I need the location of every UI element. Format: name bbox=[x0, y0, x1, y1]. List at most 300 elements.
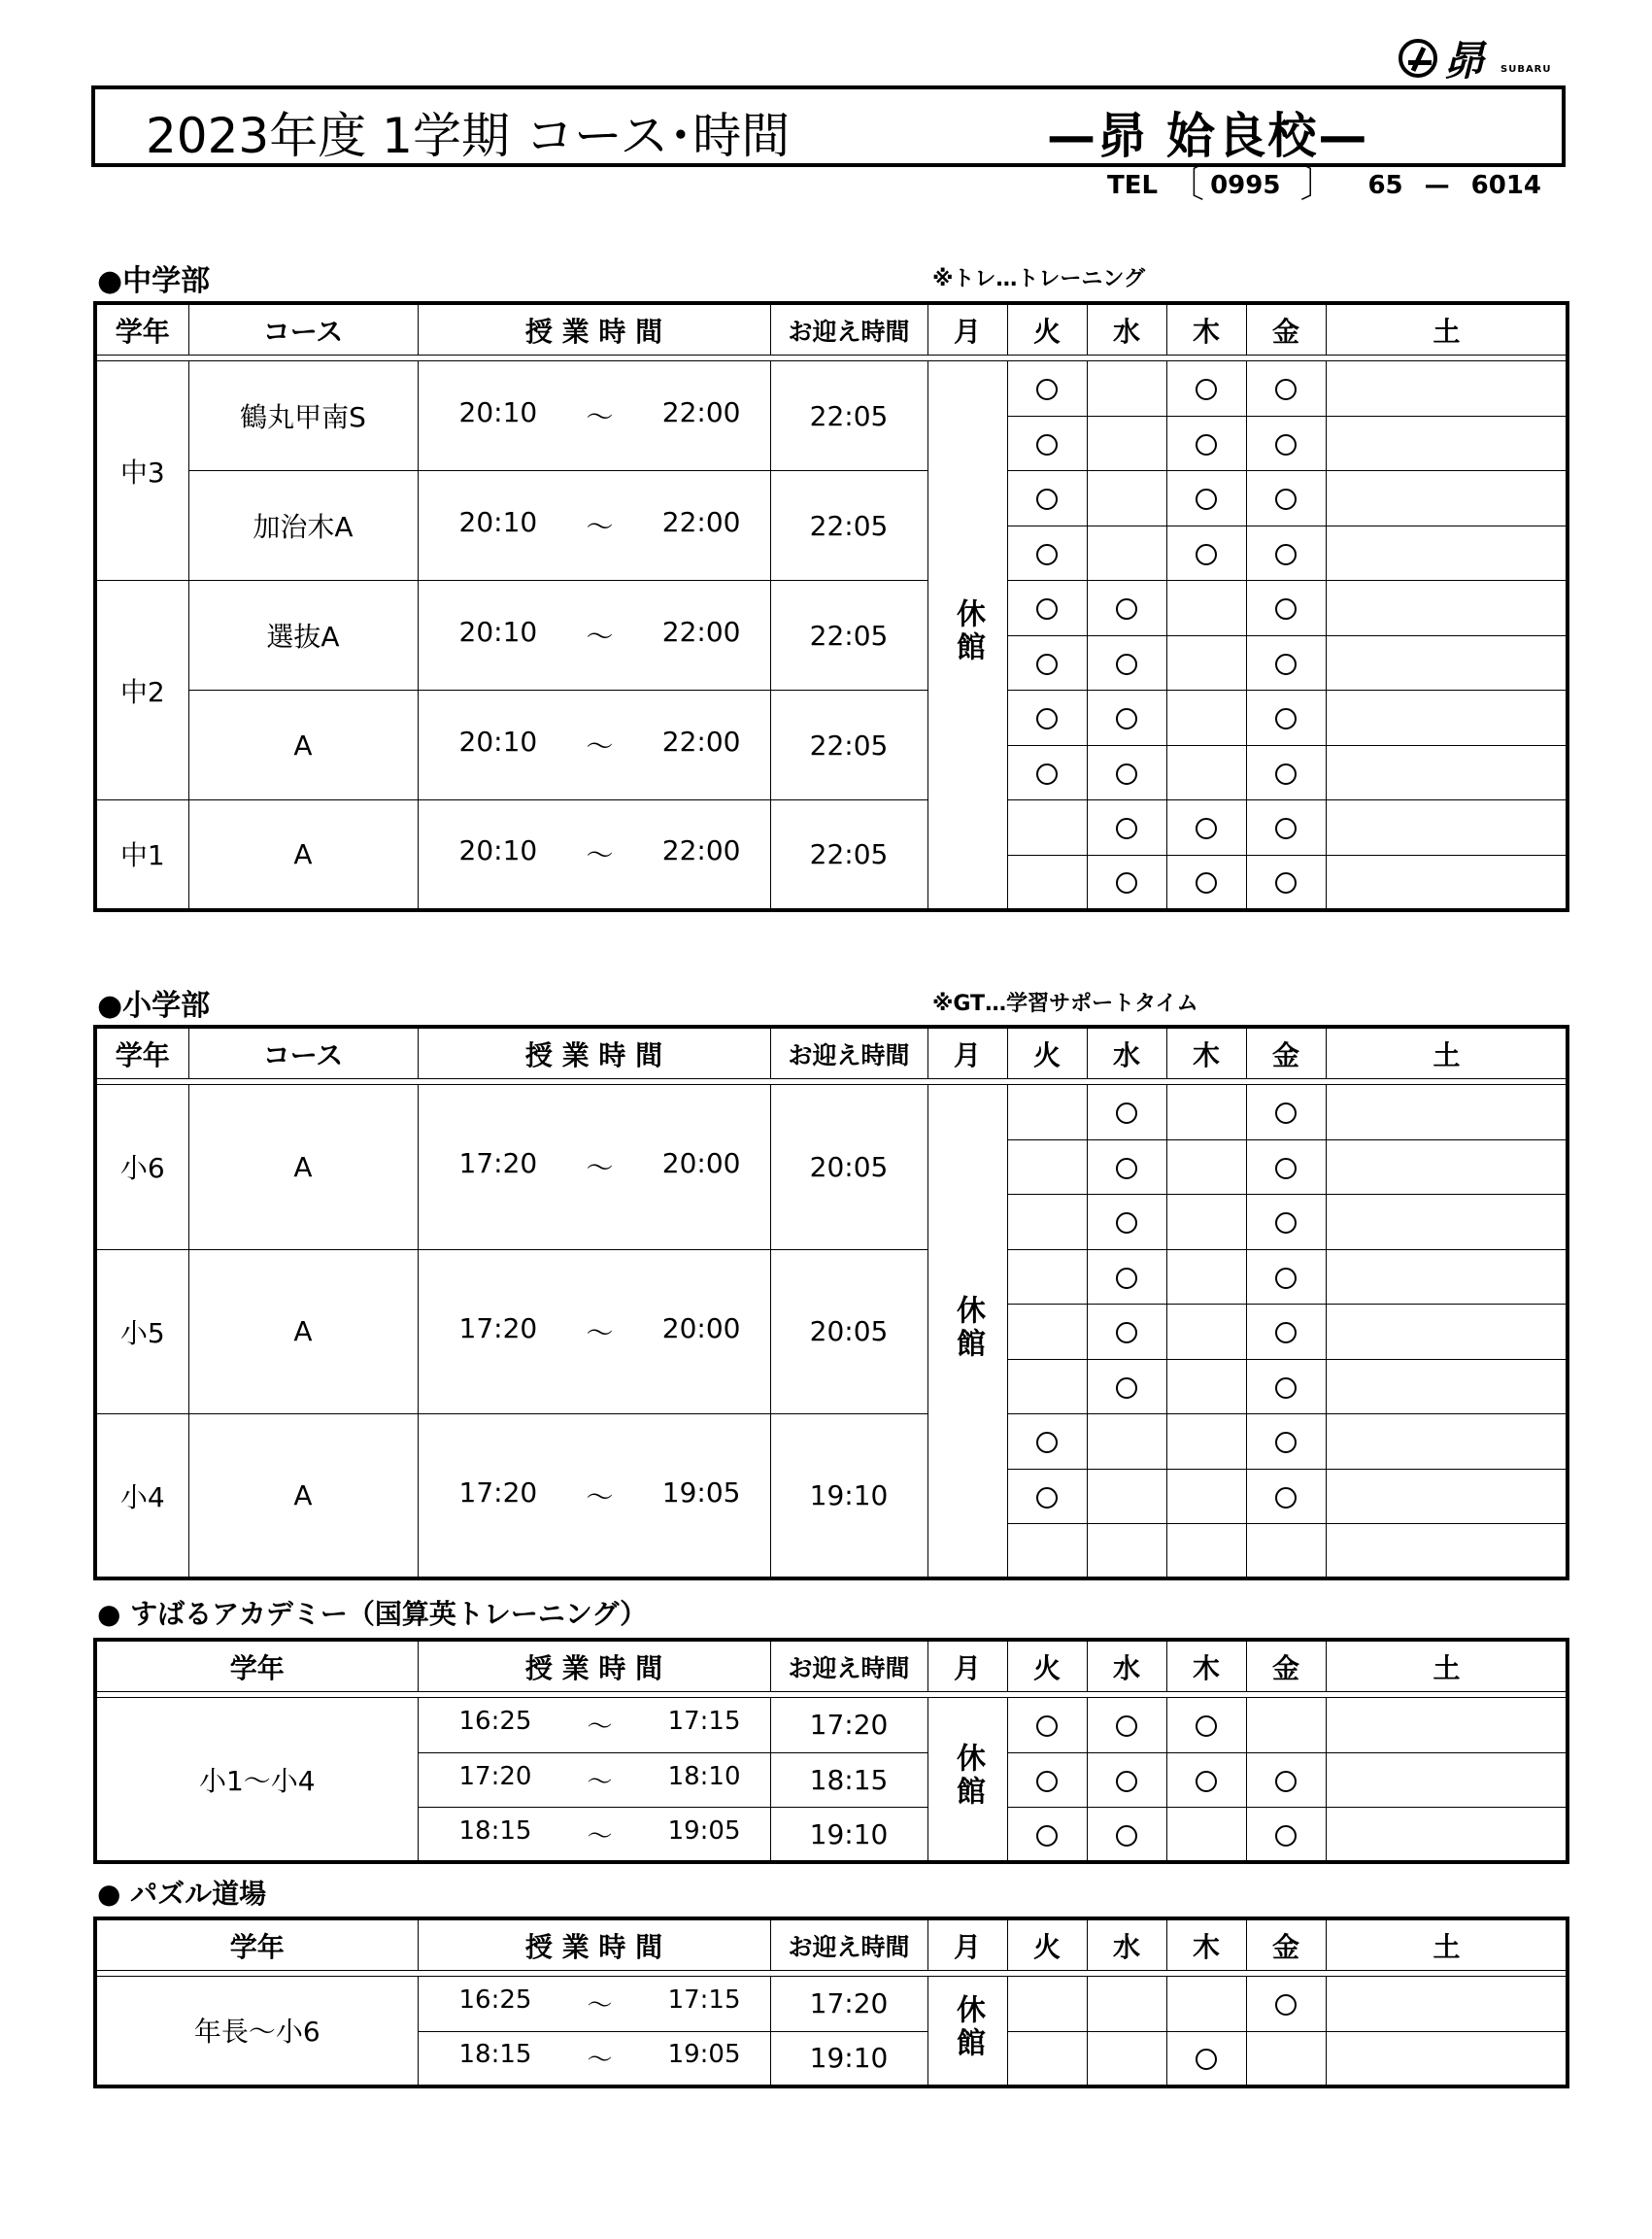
day-wed bbox=[1087, 2031, 1166, 2086]
col-course: コース bbox=[188, 1027, 418, 1079]
day-sat bbox=[1326, 361, 1568, 417]
day-thu bbox=[1166, 1524, 1246, 1579]
col-tue: 火 bbox=[1007, 1027, 1087, 1079]
time-end: 20:00 bbox=[661, 1147, 741, 1180]
day-sat bbox=[1326, 800, 1568, 856]
table-row bbox=[95, 1698, 1568, 1753]
circle-mark-icon bbox=[1036, 1825, 1058, 1847]
day-wed bbox=[1087, 635, 1166, 691]
day-thu bbox=[1166, 1249, 1246, 1305]
academy-heading: ● すばるアカデミー（国算英トレーニング） bbox=[97, 1598, 648, 1630]
day-fri bbox=[1246, 361, 1326, 417]
col-sat: 土 bbox=[1326, 1918, 1568, 1971]
col-tue: 火 bbox=[1007, 1640, 1087, 1692]
closed-cell bbox=[927, 1085, 1007, 1579]
day-fri bbox=[1246, 1305, 1326, 1360]
col-class-time: 授 業 時 間 bbox=[418, 1918, 770, 1971]
day-tue bbox=[1007, 416, 1087, 471]
time-tilde: ～ bbox=[587, 1713, 613, 1743]
day-thu bbox=[1166, 1414, 1246, 1470]
elementary-note: ※GT…学習サポートタイム bbox=[932, 992, 1198, 1016]
day-tue bbox=[1007, 1752, 1087, 1808]
circle-mark-icon bbox=[1275, 598, 1297, 620]
time-start: 16:25 bbox=[458, 1985, 532, 2016]
time-end: 17:15 bbox=[667, 1985, 741, 2016]
time-start: 17:20 bbox=[458, 1476, 538, 1509]
class-time-cell bbox=[418, 1085, 770, 1250]
pickup-cell: 22:05 bbox=[770, 361, 927, 471]
table-row bbox=[95, 691, 1568, 746]
tel-mid: 65 bbox=[1367, 171, 1403, 200]
time-tilde: ～ bbox=[586, 1480, 614, 1513]
circle-mark-icon bbox=[1275, 1432, 1297, 1453]
circle-mark-icon bbox=[1116, 1377, 1137, 1399]
day-wed bbox=[1087, 691, 1166, 746]
page-title: 2023年度 1学期 コース･時間 bbox=[146, 108, 791, 164]
time-end: 19:05 bbox=[667, 2040, 741, 2069]
day-fri bbox=[1246, 1359, 1326, 1414]
col-thu: 木 bbox=[1166, 1027, 1246, 1079]
day-thu bbox=[1166, 2031, 1246, 2086]
day-tue bbox=[1007, 1414, 1087, 1470]
day-sat bbox=[1326, 581, 1568, 636]
day-fri bbox=[1246, 1195, 1326, 1250]
grade-cell: 小4 bbox=[95, 1414, 188, 1579]
col-pickup: お迎え時間 bbox=[770, 303, 927, 356]
class-time-cell bbox=[418, 1808, 770, 1863]
col-thu: 木 bbox=[1166, 1640, 1246, 1692]
circle-mark-icon bbox=[1036, 1487, 1058, 1509]
col-thu: 木 bbox=[1166, 303, 1246, 356]
day-wed bbox=[1087, 1195, 1166, 1250]
circle-mark-icon bbox=[1275, 1268, 1297, 1289]
time-tilde: ～ bbox=[586, 401, 614, 433]
time-end: 22:00 bbox=[661, 616, 741, 648]
day-tue bbox=[1007, 1305, 1087, 1360]
circle-mark-icon bbox=[1275, 1103, 1297, 1124]
pickup-cell: 17:20 bbox=[770, 1698, 927, 1753]
time-start: 17:20 bbox=[458, 1761, 532, 1791]
time-tilde: ～ bbox=[586, 730, 614, 763]
day-fri bbox=[1246, 691, 1326, 746]
circle-mark-icon bbox=[1036, 763, 1058, 785]
day-sat bbox=[1326, 471, 1568, 526]
day-wed bbox=[1087, 1752, 1166, 1808]
day-wed bbox=[1087, 1524, 1166, 1579]
circle-mark-icon bbox=[1275, 544, 1297, 565]
col-thu: 木 bbox=[1166, 1918, 1246, 1971]
grade-cell: 中2 bbox=[95, 581, 188, 800]
day-thu bbox=[1166, 635, 1246, 691]
day-tue bbox=[1007, 855, 1087, 910]
circle-mark-icon bbox=[1275, 708, 1297, 729]
day-fri bbox=[1246, 635, 1326, 691]
circle-mark-icon bbox=[1275, 1322, 1297, 1343]
day-sat bbox=[1326, 1414, 1568, 1470]
closed-label: 休館 bbox=[951, 1993, 986, 2060]
pickup-cell: 20:05 bbox=[770, 1249, 927, 1414]
day-tue bbox=[1007, 1195, 1087, 1250]
circle-mark-icon bbox=[1275, 1212, 1297, 1234]
circle-mark-icon bbox=[1116, 818, 1137, 839]
table-row bbox=[95, 1249, 1568, 1305]
col-mon: 月 bbox=[927, 1640, 1007, 1692]
pickup-cell: 19:10 bbox=[770, 1414, 927, 1579]
day-wed bbox=[1087, 581, 1166, 636]
col-fri: 金 bbox=[1246, 1918, 1326, 1971]
day-wed bbox=[1087, 1249, 1166, 1305]
class-time-cell bbox=[418, 800, 770, 910]
time-start: 18:15 bbox=[458, 1815, 532, 1846]
col-class-time: 授 業 時 間 bbox=[418, 1027, 770, 1079]
day-wed bbox=[1087, 1359, 1166, 1414]
day-tue bbox=[1007, 745, 1087, 800]
circle-mark-icon bbox=[1036, 544, 1058, 565]
circle-mark-icon bbox=[1116, 1322, 1137, 1343]
day-thu bbox=[1166, 1085, 1246, 1140]
circle-mark-icon bbox=[1275, 1158, 1297, 1179]
day-sat bbox=[1326, 1249, 1568, 1305]
circle-mark-icon bbox=[1116, 654, 1137, 675]
closed-label: 休館 bbox=[951, 1743, 986, 1809]
day-wed bbox=[1087, 471, 1166, 526]
circle-mark-icon bbox=[1196, 818, 1217, 839]
day-sat bbox=[1326, 855, 1568, 910]
day-fri bbox=[1246, 1249, 1326, 1305]
day-sat bbox=[1326, 1305, 1568, 1360]
circle-mark-icon bbox=[1196, 872, 1217, 894]
circle-mark-icon bbox=[1036, 1771, 1058, 1792]
day-wed bbox=[1087, 1305, 1166, 1360]
circle-mark-icon bbox=[1116, 1103, 1137, 1124]
day-tue bbox=[1007, 1469, 1087, 1524]
table-row bbox=[95, 361, 1568, 417]
col-pickup: お迎え時間 bbox=[770, 1918, 927, 1971]
day-tue bbox=[1007, 800, 1087, 856]
class-time-cell bbox=[418, 1414, 770, 1579]
class-time-cell bbox=[418, 361, 770, 471]
time-start: 20:10 bbox=[458, 726, 538, 758]
day-sat bbox=[1326, 1085, 1568, 1140]
day-sat bbox=[1326, 526, 1568, 581]
circle-mark-icon bbox=[1275, 872, 1297, 894]
day-sat bbox=[1326, 635, 1568, 691]
circle-mark-icon bbox=[1196, 379, 1217, 400]
circle-mark-icon bbox=[1196, 544, 1217, 565]
day-fri bbox=[1246, 1139, 1326, 1195]
col-wed: 水 bbox=[1087, 1027, 1166, 1079]
course-cell: 加治木A bbox=[188, 471, 418, 581]
circle-mark-icon bbox=[1116, 1715, 1137, 1737]
circle-mark-icon bbox=[1116, 1825, 1137, 1847]
day-fri bbox=[1246, 800, 1326, 856]
grade-cell: 小6 bbox=[95, 1085, 188, 1250]
circle-mark-icon bbox=[1196, 1771, 1217, 1792]
header-row bbox=[95, 1918, 1568, 1971]
col-fri: 金 bbox=[1246, 1027, 1326, 1079]
time-tilde: ～ bbox=[587, 1991, 613, 2021]
puzzle-heading: ● パズル道場 bbox=[97, 1878, 267, 1910]
day-wed bbox=[1087, 1698, 1166, 1753]
day-wed bbox=[1087, 1469, 1166, 1524]
day-sat bbox=[1326, 2031, 1568, 2086]
day-tue bbox=[1007, 1139, 1087, 1195]
circle-mark-icon bbox=[1036, 1432, 1058, 1453]
day-fri bbox=[1246, 745, 1326, 800]
logo-emblem-icon bbox=[1399, 39, 1437, 78]
class-time-cell bbox=[418, 1752, 770, 1808]
time-tilde: ～ bbox=[587, 1821, 613, 1851]
day-tue bbox=[1007, 1249, 1087, 1305]
circle-mark-icon bbox=[1275, 1771, 1297, 1792]
time-start: 20:10 bbox=[458, 616, 538, 648]
day-thu bbox=[1166, 691, 1246, 746]
tel-dash: — bbox=[1424, 171, 1450, 200]
day-tue bbox=[1007, 635, 1087, 691]
circle-mark-icon bbox=[1275, 1825, 1297, 1847]
day-thu bbox=[1166, 1698, 1246, 1753]
table-row bbox=[95, 1414, 1568, 1470]
time-start: 17:20 bbox=[458, 1147, 538, 1180]
col-wed: 水 bbox=[1087, 1918, 1166, 1971]
middle-school-table bbox=[93, 301, 1569, 912]
closed-cell bbox=[927, 361, 1007, 910]
time-end: 18:10 bbox=[667, 1761, 741, 1791]
course-cell: A bbox=[188, 1085, 418, 1250]
day-thu bbox=[1166, 855, 1246, 910]
day-tue bbox=[1007, 1524, 1087, 1579]
circle-mark-icon bbox=[1036, 434, 1058, 456]
col-tue: 火 bbox=[1007, 1918, 1087, 1971]
time-end: 19:05 bbox=[667, 1815, 741, 1846]
day-tue bbox=[1007, 581, 1087, 636]
time-end: 20:00 bbox=[661, 1311, 741, 1344]
class-time-cell bbox=[418, 1977, 770, 2032]
pickup-cell: 18:15 bbox=[770, 1752, 927, 1808]
day-thu bbox=[1166, 1195, 1246, 1250]
pickup-cell: 22:05 bbox=[770, 691, 927, 800]
tel-label: TEL bbox=[1107, 171, 1159, 200]
closed-cell bbox=[927, 1698, 1007, 1863]
day-sat bbox=[1326, 1524, 1568, 1579]
day-fri bbox=[1246, 855, 1326, 910]
col-grade: 学年 bbox=[95, 1918, 418, 1971]
col-wed: 水 bbox=[1087, 1640, 1166, 1692]
closed-label: 休館 bbox=[951, 1294, 985, 1361]
day-fri bbox=[1246, 1977, 1326, 2032]
day-tue bbox=[1007, 1977, 1087, 2032]
day-fri bbox=[1246, 1414, 1326, 1470]
day-thu bbox=[1166, 1752, 1246, 1808]
day-thu bbox=[1166, 1977, 1246, 2032]
circle-mark-icon bbox=[1275, 434, 1297, 456]
school-name: —昴 姶良校— bbox=[1047, 108, 1369, 164]
day-sat bbox=[1326, 1698, 1568, 1753]
circle-mark-icon bbox=[1036, 654, 1058, 675]
time-tilde: ～ bbox=[586, 1316, 614, 1349]
col-class-time: 授 業 時 間 bbox=[418, 1640, 770, 1692]
day-tue bbox=[1007, 526, 1087, 581]
day-sat bbox=[1326, 745, 1568, 800]
day-wed bbox=[1087, 1808, 1166, 1863]
circle-mark-icon bbox=[1196, 489, 1217, 510]
day-tue bbox=[1007, 2031, 1087, 2086]
day-fri bbox=[1246, 416, 1326, 471]
time-end: 17:15 bbox=[667, 1707, 741, 1737]
time-tilde: ～ bbox=[586, 839, 614, 872]
day-wed bbox=[1087, 1085, 1166, 1140]
day-wed bbox=[1087, 526, 1166, 581]
circle-mark-icon bbox=[1116, 598, 1137, 620]
day-fri bbox=[1246, 471, 1326, 526]
circle-mark-icon bbox=[1036, 1715, 1058, 1737]
day-tue bbox=[1007, 1808, 1087, 1863]
time-start: 20:10 bbox=[458, 506, 538, 538]
course-cell: 鶴丸甲南S bbox=[188, 361, 418, 471]
circle-mark-icon bbox=[1116, 708, 1137, 729]
pickup-cell: 17:20 bbox=[770, 1977, 927, 2032]
day-thu bbox=[1166, 1305, 1246, 1360]
day-sat bbox=[1326, 1752, 1568, 1808]
day-wed bbox=[1087, 1139, 1166, 1195]
tel-bracket-open: 〔 bbox=[1165, 161, 1205, 206]
table-row bbox=[95, 581, 1568, 636]
day-thu bbox=[1166, 1808, 1246, 1863]
day-tue bbox=[1007, 361, 1087, 417]
circle-mark-icon bbox=[1116, 1158, 1137, 1179]
telephone bbox=[1107, 161, 1542, 206]
course-cell: A bbox=[188, 800, 418, 910]
time-start: 17:20 bbox=[458, 1311, 538, 1344]
circle-mark-icon bbox=[1275, 818, 1297, 839]
elementary-heading: ●小学部 bbox=[97, 989, 211, 1023]
col-fri: 金 bbox=[1246, 1640, 1326, 1692]
time-start: 20:10 bbox=[458, 396, 538, 428]
day-fri bbox=[1246, 2031, 1326, 2086]
class-time-cell bbox=[418, 691, 770, 800]
class-time-cell bbox=[418, 471, 770, 581]
table-row bbox=[95, 1085, 1568, 1140]
table-row bbox=[95, 1977, 1568, 2032]
col-grade: 学年 bbox=[95, 1027, 188, 1079]
middle-school-heading: ●中学部 bbox=[97, 264, 211, 298]
day-wed bbox=[1087, 1977, 1166, 2032]
time-end: 19:05 bbox=[661, 1476, 741, 1509]
day-thu bbox=[1166, 361, 1246, 417]
day-wed bbox=[1087, 745, 1166, 800]
brand-logo bbox=[1399, 29, 1484, 87]
day-thu bbox=[1166, 581, 1246, 636]
pickup-cell: 22:05 bbox=[770, 581, 927, 691]
circle-mark-icon bbox=[1116, 872, 1137, 894]
day-tue bbox=[1007, 471, 1087, 526]
circle-mark-icon bbox=[1275, 379, 1297, 400]
tel-area: 0995 bbox=[1210, 171, 1281, 200]
closed-cell bbox=[927, 1977, 1007, 2086]
day-fri bbox=[1246, 1752, 1326, 1808]
day-thu bbox=[1166, 471, 1246, 526]
day-wed bbox=[1087, 416, 1166, 471]
day-thu bbox=[1166, 1359, 1246, 1414]
col-sat: 土 bbox=[1326, 1027, 1568, 1079]
col-grade: 学年 bbox=[95, 1640, 418, 1692]
course-cell: 選抜A bbox=[188, 581, 418, 691]
day-fri bbox=[1246, 526, 1326, 581]
course-cell: A bbox=[188, 1414, 418, 1579]
day-sat bbox=[1326, 1359, 1568, 1414]
middle-school-note: ※トレ…トレーニング bbox=[932, 267, 1145, 291]
circle-mark-icon bbox=[1116, 763, 1137, 785]
day-thu bbox=[1166, 1469, 1246, 1524]
col-class-time: 授 業 時 間 bbox=[418, 303, 770, 356]
circle-mark-icon bbox=[1116, 1268, 1137, 1289]
pickup-cell: 19:10 bbox=[770, 1808, 927, 1863]
col-fri: 金 bbox=[1246, 303, 1326, 356]
puzzle-table bbox=[93, 1917, 1569, 2088]
circle-mark-icon bbox=[1036, 379, 1058, 400]
pickup-cell: 19:10 bbox=[770, 2031, 927, 2086]
tel-bracket-close: 〕 bbox=[1299, 161, 1339, 206]
pickup-cell: 22:05 bbox=[770, 800, 927, 910]
col-mon: 月 bbox=[927, 303, 1007, 356]
day-fri bbox=[1246, 581, 1326, 636]
day-thu bbox=[1166, 1139, 1246, 1195]
day-fri bbox=[1246, 1085, 1326, 1140]
course-cell: A bbox=[188, 691, 418, 800]
circle-mark-icon bbox=[1196, 1715, 1217, 1737]
time-start: 16:25 bbox=[458, 1707, 532, 1737]
logo-text: 昴 bbox=[1443, 37, 1485, 85]
class-time-cell bbox=[418, 1249, 770, 1414]
table-row bbox=[95, 471, 1568, 526]
header-row bbox=[95, 1640, 1568, 1692]
tel-last: 6014 bbox=[1470, 171, 1542, 200]
time-end: 22:00 bbox=[661, 396, 741, 428]
circle-mark-icon bbox=[1116, 1212, 1137, 1234]
day-thu bbox=[1166, 800, 1246, 856]
day-thu bbox=[1166, 416, 1246, 471]
pickup-cell: 20:05 bbox=[770, 1085, 927, 1250]
circle-mark-icon bbox=[1275, 1377, 1297, 1399]
day-sat bbox=[1326, 416, 1568, 471]
day-wed bbox=[1087, 855, 1166, 910]
col-tue: 火 bbox=[1007, 303, 1087, 356]
time-start: 18:15 bbox=[458, 2040, 532, 2069]
col-course: コース bbox=[188, 303, 418, 356]
time-tilde: ～ bbox=[587, 1767, 613, 1797]
circle-mark-icon bbox=[1275, 489, 1297, 510]
day-wed bbox=[1087, 1414, 1166, 1470]
class-time-cell bbox=[418, 2031, 770, 2086]
day-fri bbox=[1246, 1469, 1326, 1524]
circle-mark-icon bbox=[1036, 489, 1058, 510]
day-sat bbox=[1326, 691, 1568, 746]
day-thu bbox=[1166, 526, 1246, 581]
grade-cell: 中3 bbox=[95, 361, 188, 581]
pickup-cell: 22:05 bbox=[770, 471, 927, 581]
day-tue bbox=[1007, 1698, 1087, 1753]
academy-table bbox=[93, 1638, 1569, 1864]
time-start: 20:10 bbox=[458, 834, 538, 867]
circle-mark-icon bbox=[1116, 1771, 1137, 1792]
col-mon: 月 bbox=[927, 1918, 1007, 1971]
circle-mark-icon bbox=[1196, 434, 1217, 456]
time-end: 22:00 bbox=[661, 726, 741, 758]
time-end: 22:00 bbox=[661, 834, 741, 867]
logo-subtext: SUBARU bbox=[1500, 64, 1552, 75]
day-fri bbox=[1246, 1524, 1326, 1579]
time-tilde: ～ bbox=[586, 621, 614, 653]
